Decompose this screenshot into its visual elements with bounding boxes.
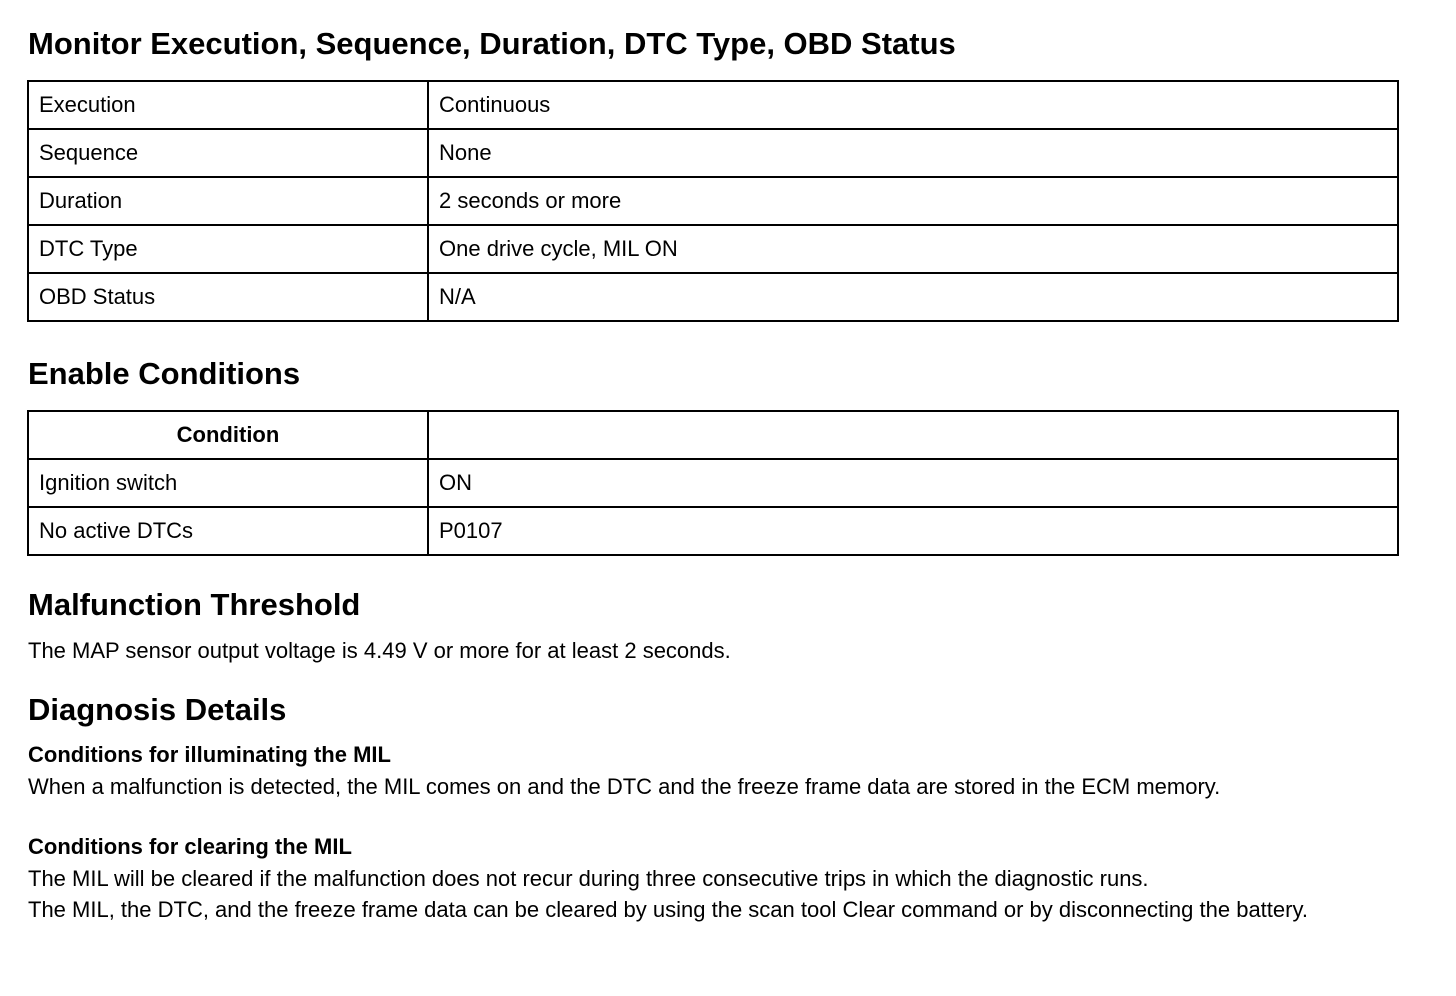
row-value: P0107 — [428, 507, 1398, 555]
clearing-mil-heading: Conditions for clearing the MIL — [28, 834, 352, 859]
row-value: N/A — [428, 273, 1398, 321]
malfunction-threshold-title: Malfunction Threshold — [28, 587, 361, 622]
table-row — [28, 81, 1398, 129]
monitor-table — [27, 80, 1399, 322]
row-label: OBD Status — [28, 273, 428, 321]
column-header-condition: Condition — [28, 411, 428, 459]
table-row — [28, 129, 1398, 177]
row-value: 2 seconds or more — [428, 177, 1398, 225]
clearing-mil-text-1: The MIL will be cleared if the malfunction does not recur during three consecutive trips in which the diagnostic runs. — [28, 866, 1149, 891]
column-header-value — [428, 411, 1398, 459]
row-value: None — [428, 129, 1398, 177]
illuminating-mil-heading: Conditions for illuminating the MIL — [28, 742, 391, 767]
row-value: Continuous — [428, 81, 1398, 129]
row-label: DTC Type — [28, 225, 428, 273]
malfunction-threshold-text: The MAP sensor output voltage is 4.49 V or more for at least 2 seconds. — [28, 638, 731, 663]
monitor-section-title: Monitor Execution, Sequence, Duration, DTC Type, OBD Status — [28, 26, 956, 61]
enable-conditions-table — [27, 410, 1399, 556]
table-row — [28, 459, 1398, 507]
diagnosis-details-title: Diagnosis Details — [28, 692, 287, 727]
table-row — [28, 225, 1398, 273]
table-header-row — [28, 411, 1398, 459]
table-row — [28, 507, 1398, 555]
row-label: Execution — [28, 81, 428, 129]
illuminating-mil-text: When a malfunction is detected, the MIL comes on and the DTC and the freeze frame data are stored in the ECM memory. — [28, 774, 1221, 799]
row-label: No active DTCs — [28, 507, 428, 555]
table-row — [28, 177, 1398, 225]
row-value: One drive cycle, MIL ON — [428, 225, 1398, 273]
row-label: Sequence — [28, 129, 428, 177]
clearing-mil-text-2: The MIL, the DTC, and the freeze frame data can be cleared by using the scan tool Clear command or by disconnecting the battery. — [28, 897, 1308, 922]
enable-conditions-title: Enable Conditions — [28, 356, 301, 391]
row-value: ON — [428, 459, 1398, 507]
row-label: Duration — [28, 177, 428, 225]
table-row — [28, 273, 1398, 321]
row-label: Ignition switch — [28, 459, 428, 507]
